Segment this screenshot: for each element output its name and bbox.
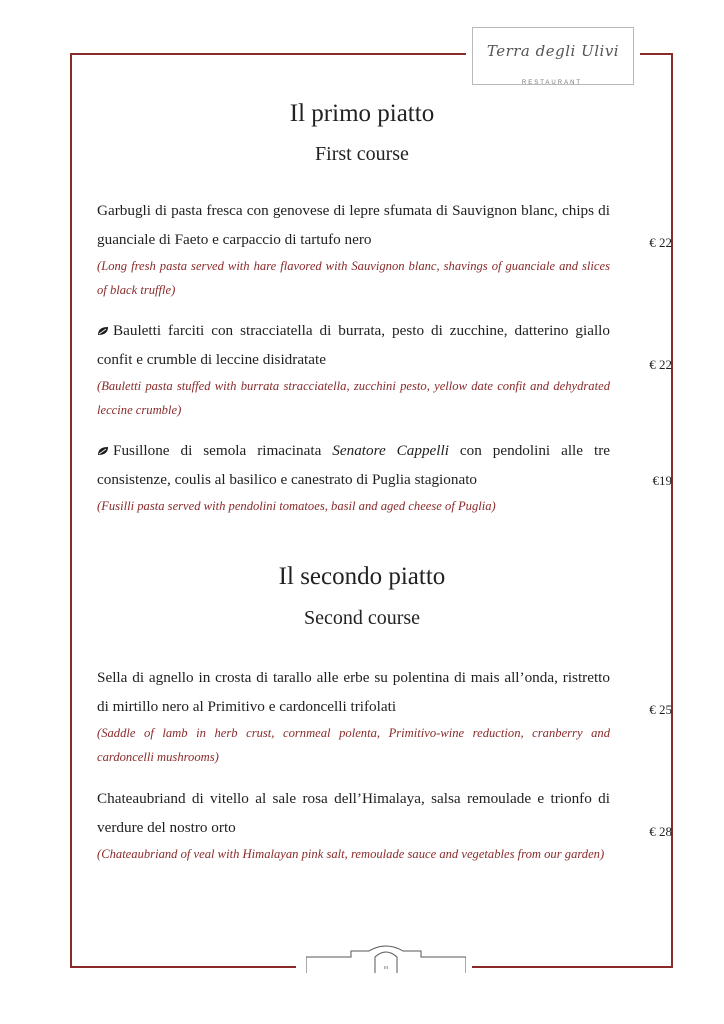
dish-italian-description: Garbugli di pasta fresca con genovese di lepre sfumata di Sauvignon blanc, chips di guanciale di Faeto e carpaccio di tartufo nero <box>97 202 610 248</box>
dish-price: € 22 <box>649 357 672 372</box>
svg-text:ııı: ııı <box>383 965 389 971</box>
frame-bottom-right <box>472 966 673 968</box>
dish-italian-text-rest: con pendolini alle tre consistenze, coulis al basilico e canestrato di Puglia stagionato <box>97 442 610 488</box>
dish-price: € 22 <box>649 235 672 250</box>
section-subtitle-secondo: Second course <box>303 607 421 629</box>
leaf-icon <box>97 446 109 456</box>
footer-arch-emblem <box>306 945 466 977</box>
dish-item <box>97 436 610 518</box>
dish-english-description: (Chateaubriand of veal with Himalayan pink salt, remoulade sauce and vegetables from our garden) <box>97 847 605 861</box>
dish-italian-description <box>97 316 610 374</box>
dish-item <box>97 663 610 769</box>
dish-highlight-name: Senatore Cappelli <box>332 442 449 459</box>
dish-italian-description <box>97 436 610 494</box>
restaurant-logo <box>472 27 634 85</box>
dish-price: € 25 <box>649 702 672 717</box>
frame-top-right <box>640 53 673 55</box>
dish-price: € 28 <box>649 824 672 839</box>
dish-english-description: (Long fresh pasta served with hare flavored with Sauvignon blanc, shavings of guanciale and slices of black truffle) <box>97 259 610 297</box>
dish-price: €19 <box>652 473 672 488</box>
logo-script-name: Terra degli Ulivi <box>486 42 620 60</box>
dish-item <box>97 784 610 866</box>
dish-item <box>97 196 610 302</box>
section-title-secondo: Il secondo piatto <box>278 563 446 590</box>
leaf-icon <box>97 326 109 336</box>
dish-italian-text: Bauletti farciti con stracciatella di burrata, pesto di zucchine, datterino giallo confit e crumble di leccine disidratate <box>97 322 610 368</box>
frame-left <box>70 53 72 968</box>
dish-english-description: (Saddle of lamb in herb crust, cornmeal polenta, Primitivo-wine reduction, cranberry and cardoncelli mushrooms) <box>97 726 610 764</box>
dish-italian-text: Fusillone di semola rimacinata <box>113 442 333 459</box>
logo-subtitle: RESTAURANT <box>521 80 583 86</box>
section-title-primo: Il primo piatto <box>289 100 435 127</box>
dish-italian-description: Sella di agnello in crosta di tarallo alle erbe su polentina di mais all’onda, ristretto di mirtillo nero al Primitivo e cardoncelli trifolati <box>97 669 610 715</box>
dish-italian-description: Chateaubriand di vitello al sale rosa dell’Himalaya, salsa remoulade e trionfo di verdure del nostro orto <box>97 790 610 836</box>
dish-item <box>97 316 610 422</box>
dish-english-description: (Fusilli pasta served with pendolini tomatoes, basil and aged cheese of Puglia) <box>97 499 496 513</box>
dish-english-description: (Bauletti pasta stuffed with burrata stracciatella, zucchini pesto, yellow date confit and dehydrated leccine crumble) <box>97 379 610 417</box>
frame-top-left <box>70 53 466 55</box>
frame-bottom-left <box>70 966 296 968</box>
section-subtitle-primo: First course <box>315 143 409 165</box>
